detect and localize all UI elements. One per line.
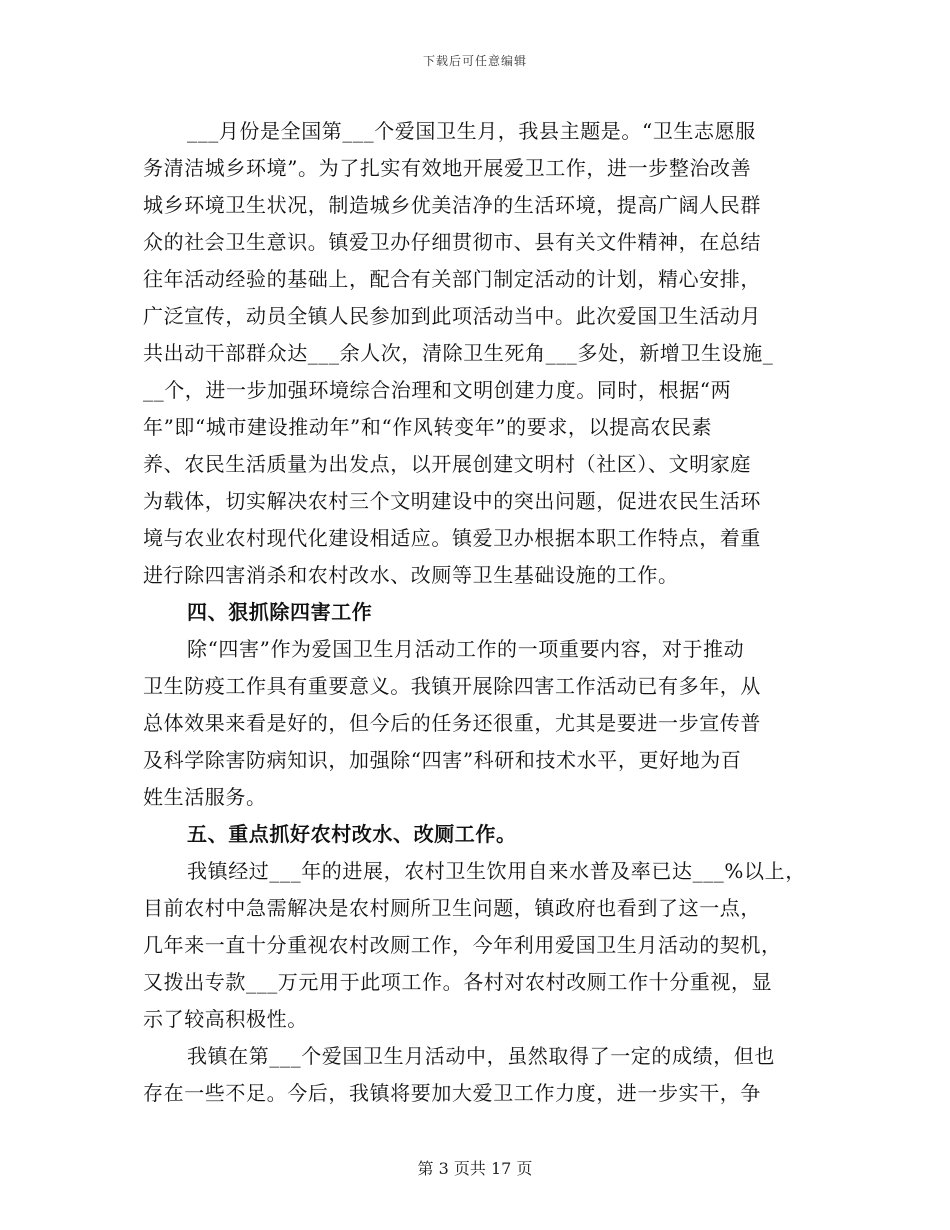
body-text-line: 众的社会卫生意识。镇爱卫办仔细贯彻市、县有关文件精神，在总结: [143, 230, 761, 254]
body-text-line: 几年来一直十分重视农村改厕工作，今年利用爱国卫生月活动的契机，: [143, 933, 782, 957]
body-text-line: 往年活动经验的基础上，配合有关部门制定活动的计划，精心安排，: [143, 267, 761, 291]
page-header: 下载后可任意编辑: [422, 54, 527, 68]
document-body: [143, 113, 823, 1112]
body-text-line: 务清洁城乡环境”。为了扎实有效地开展爱卫工作，进一步整治改善: [143, 156, 752, 180]
body-text-line: 我镇在第___个爱国卫生月活动中，虽然取得了一定的成绩，但也: [187, 1044, 775, 1068]
body-text-line: 养、农民生活质量为出发点，以开展创建文明村（社区）、文明家庭: [143, 452, 751, 476]
body-text-line: 年”即“城市建设推动年”和“作风转变年”的要求，以提高农民素: [143, 415, 713, 439]
body-text-line: 进行除四害消杀和农村改水、改厕等卫生基础设施的工作。: [143, 563, 679, 587]
body-text-line: 城乡环境卫生状况，制造城乡优美洁净的生活环境，提高广阔人民群: [143, 193, 761, 217]
body-text-line: 及科学除害防病知识，加强除“四害”科研和技术水平，更好地为百: [143, 748, 742, 772]
body-text-line: 境与农业农村现代化建设相适应。镇爱卫办根据本职工作特点，着重: [143, 526, 761, 550]
body-text-line: 示了较高积极性。: [143, 1007, 308, 1031]
section-heading: 四、狠抓除四害工作: [187, 600, 373, 624]
body-text-line: 共出动干部群众达___余人次，清除卫生死角___多处，新增卫生设施_: [143, 341, 774, 365]
body-text-line: __个，进一步加强环境综合治理和文明创建力度。同时，根据“两: [143, 378, 732, 402]
body-text-line: 为载体，切实解决农村三个文明建设中的突出问题，促进农民生活环: [143, 489, 761, 513]
body-text-line: 目前农村中急需解决是农村厕所卫生问题，镇政府也看到了这一点，: [143, 896, 761, 920]
body-text-line: 存在一些不足。今后，我镇将要加大爱卫工作力度，进一步实干，争: [143, 1081, 761, 1105]
body-text-line: 除“四害”作为爱国卫生月活动工作的一项重要内容，对于推动: [187, 637, 745, 661]
body-text-line: 卫生防疫工作具有重要意义。我镇开展除四害工作活动已有多年，从: [143, 674, 761, 698]
page-footer: 第 3 页共 17 页: [417, 1159, 533, 1178]
body-text-line: ___月份是全国第___个爱国卫生月，我县主题是。“卫生志愿服: [187, 119, 756, 143]
section-heading: 五、重点抓好农村改水、改厕工作。: [187, 822, 517, 846]
body-text-line: 我镇经过___年的进展，农村卫生饮用自来水普及率已达___%以上，: [187, 859, 806, 883]
body-text-line: 又拨出专款___万元用于此项工作。各村对农村改厕工作十分重视，显: [143, 970, 773, 994]
body-text-line: 广泛宣传，动员全镇人民参加到此项活动当中。此次爱国卫生活动月: [143, 304, 761, 328]
body-text-line: 总体效果来看是好的，但今后的任务还很重，尤其是要进一步宣传普: [143, 711, 761, 735]
body-text-line: 姓生活服务。: [143, 785, 267, 809]
